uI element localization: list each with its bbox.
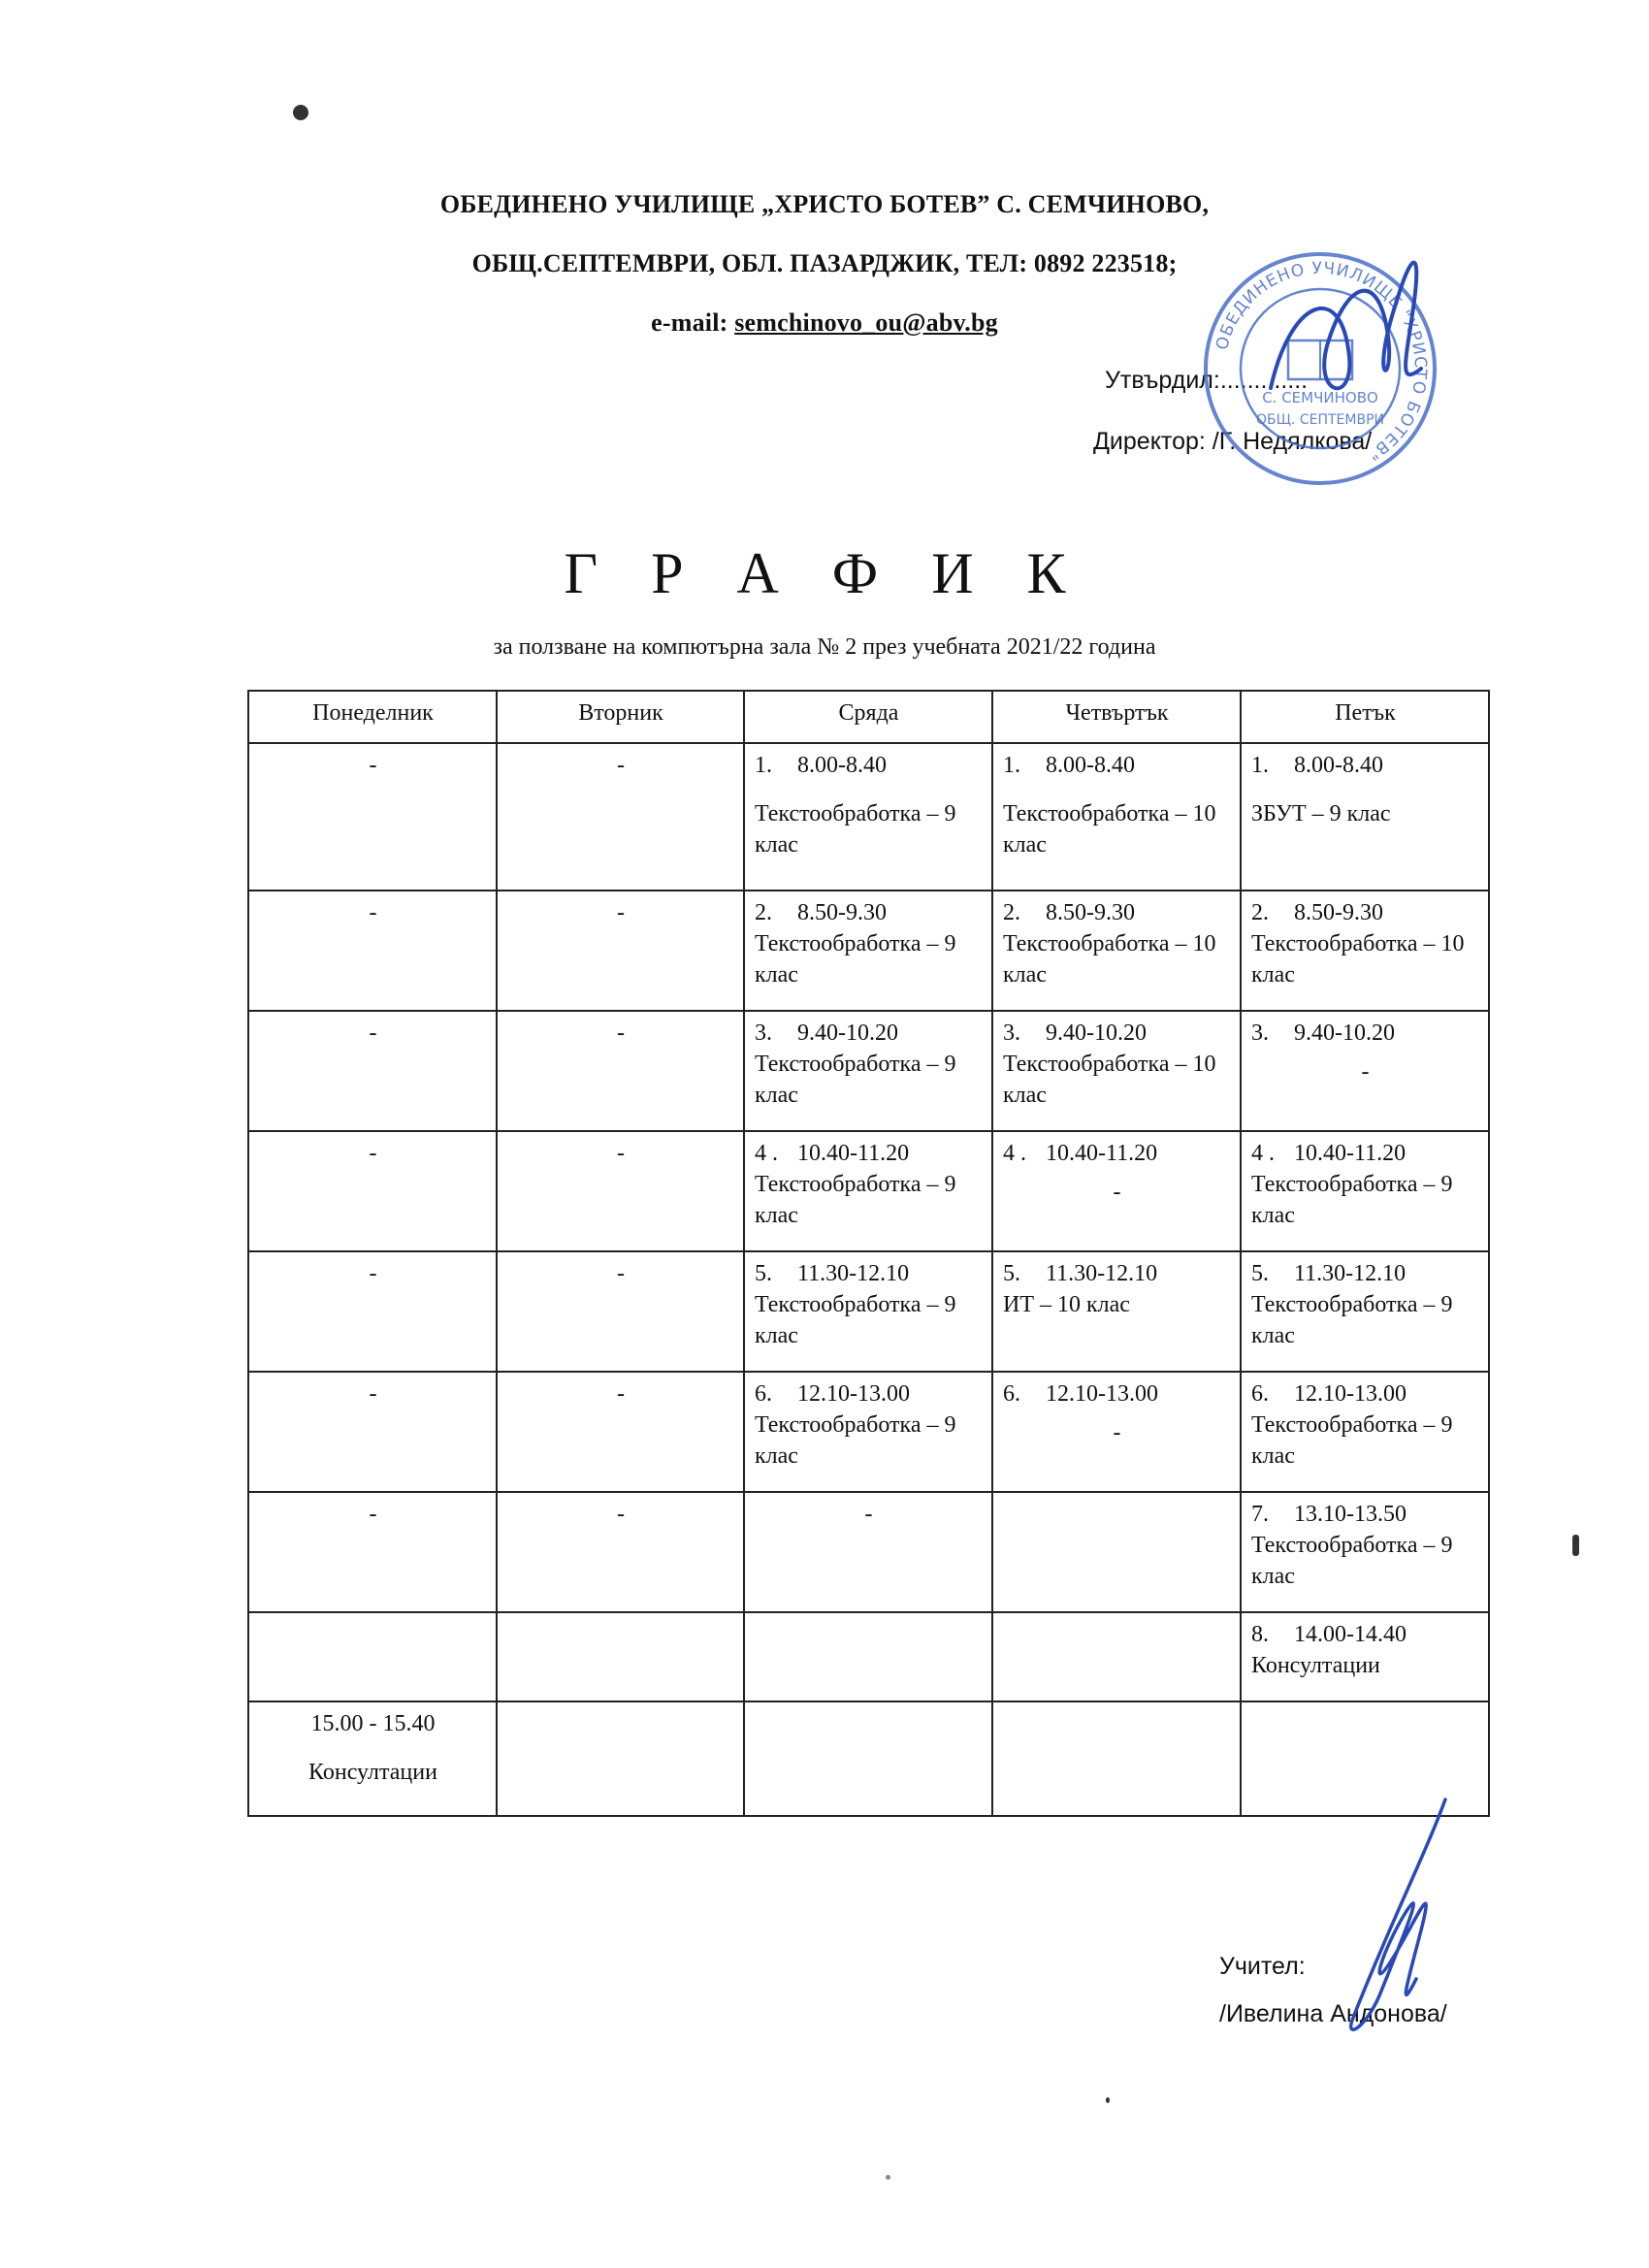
slot-time: 11.30-12.10 xyxy=(797,1261,910,1286)
teacher-signature xyxy=(1300,1795,1474,2047)
slot-subject: Консултации xyxy=(308,1760,437,1785)
table-row xyxy=(248,743,1489,891)
slot-heading xyxy=(1251,1258,1479,1289)
slot-subject: ИТ – 10 клас xyxy=(1003,1292,1130,1317)
slot-number: 2. xyxy=(1251,900,1269,925)
email-label: e-mail: xyxy=(651,308,735,337)
slot-number: 5. xyxy=(1003,1261,1020,1286)
slot-heading xyxy=(755,897,983,928)
slot-heading xyxy=(1251,1378,1479,1409)
slot-subject: Текстообработка – 10 клас xyxy=(1251,931,1465,988)
table-cell xyxy=(1241,1492,1489,1612)
table-row xyxy=(248,1251,1489,1372)
slot-time: 8.50-9.30 xyxy=(1294,900,1383,925)
slot-subject: Текстообработка – 10 клас xyxy=(1003,931,1216,988)
teacher-name: /Ивелина Андонова/ xyxy=(1219,2000,1447,2027)
email-link[interactable]: semchinovo_ou@abv.bg xyxy=(734,308,998,337)
slot-number: 5. xyxy=(1251,1261,1269,1286)
spacer xyxy=(1003,781,1231,798)
director-line: Директор: /Г. Недялкова/ xyxy=(1093,428,1373,455)
table-cell: - xyxy=(248,1251,497,1372)
header-tuesday: Вторник xyxy=(497,691,744,743)
slot-time: 10.40-11.20 xyxy=(1046,1141,1158,1166)
table-cell: - xyxy=(248,1131,497,1251)
slot-time: 10.40-11.20 xyxy=(1294,1141,1406,1166)
slot-number: 1. xyxy=(755,753,772,778)
slot-subject: Текстообработка – 10 клас xyxy=(1003,1052,1216,1108)
slot-time: 8.50-9.30 xyxy=(1046,900,1135,925)
slot-heading xyxy=(1003,897,1231,928)
table-cell xyxy=(248,1701,497,1816)
table-cell xyxy=(1241,1131,1489,1251)
slot-time: 13.10-13.50 xyxy=(1294,1502,1406,1527)
slot-subject: - xyxy=(1113,1420,1121,1445)
table-row xyxy=(248,1612,1489,1701)
slot-number: 7. xyxy=(1251,1502,1269,1527)
table-cell xyxy=(992,1612,1241,1701)
table-cell xyxy=(1241,1372,1489,1492)
header-monday: Понеделник xyxy=(248,691,497,743)
teacher-label: Учител: xyxy=(1219,1953,1306,1980)
table-cell: - xyxy=(497,1011,744,1131)
slot-time: 8.00-8.40 xyxy=(1046,753,1135,778)
slot-number: 4 . xyxy=(1003,1141,1026,1166)
slot-heading xyxy=(755,1018,983,1049)
slot-heading xyxy=(1003,750,1231,781)
spacer xyxy=(755,781,983,798)
slot-subject: Консултации xyxy=(1251,1653,1380,1678)
slot-number: 3. xyxy=(1251,1021,1269,1046)
slot-number: 2. xyxy=(755,900,772,925)
slot-subject: Текстообработка – 9 клас xyxy=(1251,1533,1453,1589)
school-name: ОБЕДИНЕНО УЧИЛИЩЕ „ХРИСТО БОТЕВ” С. СЕМЧИНОВО, xyxy=(439,190,1210,218)
table-cell xyxy=(1241,1011,1489,1131)
slot-heading xyxy=(755,1138,983,1169)
slot-time: 8.50-9.30 xyxy=(797,900,887,925)
table-row xyxy=(248,1011,1489,1131)
spacer xyxy=(259,1739,487,1757)
schedule-body xyxy=(248,743,1489,1816)
stamp-outer-text: ОБЕДИНЕНО УЧИЛИЩЕ "ХРИСТО БОТЕВ" xyxy=(1212,258,1431,465)
scan-speck xyxy=(1106,2097,1110,2103)
table-cell xyxy=(1241,1251,1489,1372)
slot-subject: Текстообработка – 9 клас xyxy=(755,1292,956,1348)
table-cell: - xyxy=(248,1372,497,1492)
table-cell xyxy=(744,1701,992,1816)
slot-heading xyxy=(1251,897,1479,928)
table-cell: - xyxy=(497,1131,744,1251)
header-wednesday: Сряда xyxy=(744,691,992,743)
slot-number: 4 . xyxy=(1251,1141,1275,1166)
slot-time: 12.10-13.00 xyxy=(797,1381,910,1407)
slot-heading xyxy=(1251,1499,1479,1530)
slot-number: 3. xyxy=(1003,1021,1020,1046)
table-cell: - xyxy=(248,743,497,891)
slot-subject: - xyxy=(1113,1180,1121,1205)
header-thursday: Четвъртък xyxy=(992,691,1241,743)
slot-heading xyxy=(1251,1018,1479,1049)
slot-time: 9.40-10.20 xyxy=(1294,1021,1395,1046)
table-cell xyxy=(992,743,1241,891)
slot-heading xyxy=(755,1258,983,1289)
spacer xyxy=(1251,781,1479,798)
slot-number: 5. xyxy=(755,1261,772,1286)
slot-subject: ЗБУТ – 9 клас xyxy=(1251,801,1391,826)
slot-subject: - xyxy=(1361,1059,1370,1085)
slot-subject: Текстообработка – 10 клас xyxy=(1003,801,1216,858)
table-cell xyxy=(992,1372,1241,1492)
table-cell xyxy=(992,891,1241,1011)
slot-subject: Текстообработка – 9 клас xyxy=(755,1412,956,1469)
table-cell: - xyxy=(497,1251,744,1372)
table-cell: - xyxy=(248,891,497,1011)
slot-heading xyxy=(1003,1018,1231,1049)
table-cell xyxy=(744,891,992,1011)
table-cell xyxy=(744,743,992,891)
stamp-inner-text: С. СЕМЧИНОВО xyxy=(1262,389,1378,406)
table-cell: - xyxy=(497,1372,744,1492)
slot-time: 14.00-14.40 xyxy=(1294,1622,1406,1647)
table-cell: - xyxy=(744,1492,992,1612)
slot-number: 1. xyxy=(1003,753,1020,778)
slot-time: 11.30-12.10 xyxy=(1294,1261,1406,1286)
table-cell xyxy=(497,1701,744,1816)
table-cell xyxy=(992,1011,1241,1131)
document-subtitle: за ползване на компютърна зала № 2 през учебната 2021/22 година xyxy=(493,634,1156,660)
slot-number: 2. xyxy=(1003,900,1020,925)
slot-subject: Текстообработка – 9 клас xyxy=(1251,1412,1453,1469)
table-cell: - xyxy=(497,1492,744,1612)
slot-heading xyxy=(755,750,983,781)
slot-time: 10.40-11.20 xyxy=(797,1141,910,1166)
slot-heading xyxy=(1251,1138,1479,1169)
slot-subject: Текстообработка – 9 клас xyxy=(755,1052,956,1108)
scan-speck xyxy=(293,105,308,120)
slot-number: 6. xyxy=(755,1381,772,1407)
slot-number: 4 . xyxy=(755,1141,778,1166)
table-row xyxy=(248,891,1489,1011)
slot-subject: Текстообработка – 9 клас xyxy=(1251,1172,1453,1228)
slot-heading xyxy=(1251,1619,1479,1650)
table-cell xyxy=(992,1492,1241,1612)
schedule-table xyxy=(247,690,1490,1817)
slot-time: 8.00-8.40 xyxy=(1294,753,1383,778)
slot-number: 8. xyxy=(1251,1622,1269,1647)
slot-time: 9.40-10.20 xyxy=(797,1021,898,1046)
table-cell xyxy=(744,1612,992,1701)
slot-time: 12.10-13.00 xyxy=(1046,1381,1158,1407)
table-cell xyxy=(497,1612,744,1701)
table-cell: - xyxy=(497,743,744,891)
table-cell xyxy=(1241,1612,1489,1701)
approved-line: Утвърдил:............. xyxy=(1105,367,1309,394)
table-cell xyxy=(744,1251,992,1372)
slot-time: 9.40-10.20 xyxy=(1046,1021,1147,1046)
table-cell: - xyxy=(497,891,744,1011)
table-row xyxy=(248,1131,1489,1251)
table-cell xyxy=(992,1131,1241,1251)
slot-number: 1. xyxy=(1251,753,1269,778)
table-cell: - xyxy=(248,1011,497,1131)
document-title: Г Р А Ф И К xyxy=(564,541,1085,605)
slot-time: 12.10-13.00 xyxy=(1294,1381,1406,1407)
school-address: ОБЩ.СЕПТЕМВРИ, ОБЛ. ПАЗАРДЖИК, ТЕЛ: 0892 223518; xyxy=(471,249,1178,277)
stamp-bottom-text: ОБЩ. СЕПТЕМВРИ xyxy=(1256,412,1384,428)
slot-subject: Текстообработка – 9 клас xyxy=(755,801,956,858)
scan-speck xyxy=(886,2175,890,2180)
scan-speck xyxy=(1572,1535,1579,1556)
table-header-row xyxy=(248,691,1489,743)
slot-time: 15.00 - 15.40 xyxy=(310,1711,436,1736)
table-row xyxy=(248,1372,1489,1492)
director-signature xyxy=(1251,243,1465,437)
table-cell xyxy=(744,1372,992,1492)
table-cell xyxy=(1241,743,1489,891)
table-cell xyxy=(744,1131,992,1251)
slot-number: 3. xyxy=(755,1021,772,1046)
slot-number: 6. xyxy=(1251,1381,1269,1407)
table-cell xyxy=(992,1701,1241,1816)
table-cell xyxy=(248,1612,497,1701)
slot-heading xyxy=(1003,1258,1231,1289)
slot-time: 8.00-8.40 xyxy=(797,753,887,778)
slot-heading xyxy=(1003,1378,1231,1409)
slot-heading xyxy=(1251,750,1479,781)
header-friday: Петък xyxy=(1241,691,1489,743)
table-cell xyxy=(744,1011,992,1131)
slot-heading xyxy=(755,1378,983,1409)
slot-number: 6. xyxy=(1003,1381,1020,1407)
slot-time: 11.30-12.10 xyxy=(1046,1261,1158,1286)
slot-heading xyxy=(1003,1138,1231,1169)
table-cell xyxy=(992,1251,1241,1372)
slot-subject: Текстообработка – 9 клас xyxy=(755,1172,956,1228)
slot-subject: Текстообработка – 9 клас xyxy=(1251,1292,1453,1348)
table-cell xyxy=(1241,891,1489,1011)
slot-subject: Текстообработка – 9 клас xyxy=(755,931,956,988)
table-cell: - xyxy=(248,1492,497,1612)
table-row xyxy=(248,1492,1489,1612)
